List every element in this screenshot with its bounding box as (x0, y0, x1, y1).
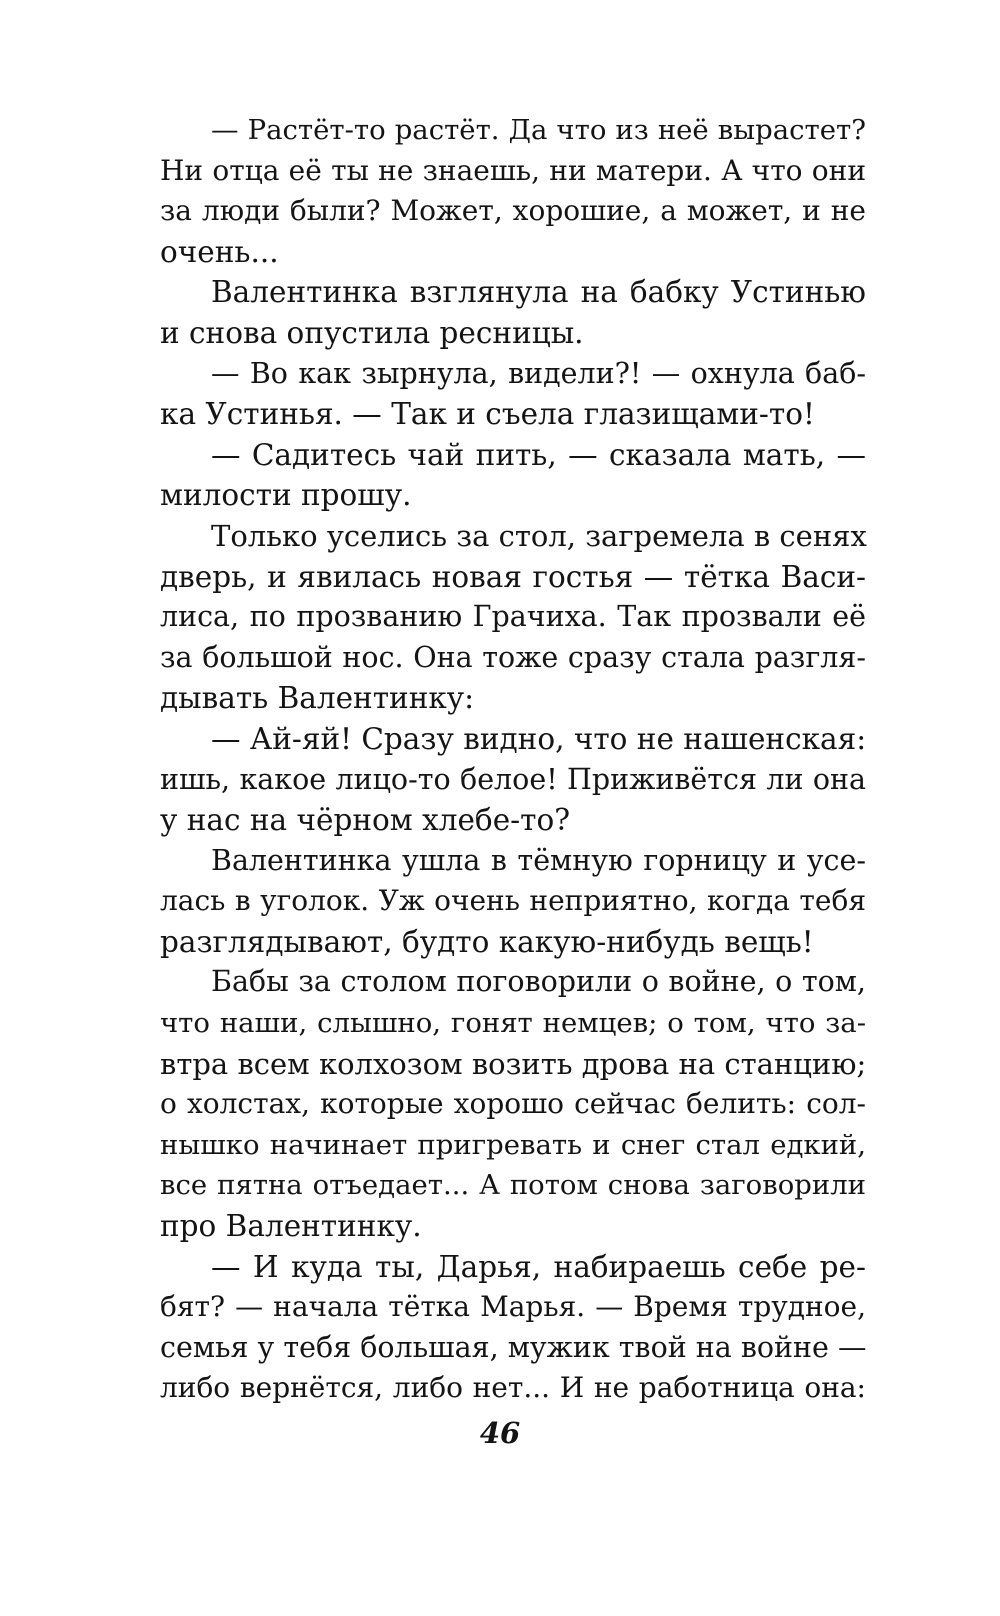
body-text (160, 110, 866, 1409)
text-line: — Растёт-то растёт. Да что из неё вырастет? (211, 114, 866, 146)
text-line: втра всем колхозом возить дрова на станцию; (160, 1046, 867, 1081)
text-line: — И куда ты, Дарья, набираешь себе ре- (211, 1249, 866, 1284)
text-line: у нас на чёрном хлебе-то? (160, 803, 571, 838)
text-line: Валентинка взглянула на бабку Устинью (211, 275, 866, 310)
text-line: либо вернётся, либо нет... И не работница она: (160, 1371, 866, 1405)
text-line: лась в уголок. Уж очень неприятно, когда тебя (160, 884, 866, 918)
text-line: дверь, и явилась новая гостья — тётка Васи- (160, 559, 866, 594)
text-line: за большой нос. Она тоже сразу стала разгля- (160, 640, 866, 674)
text-line: что наши, слышно, гонят немцев; о том, что за- (160, 1007, 866, 1040)
text-line: ка Устинья. — Так и съела глазищами-то! (160, 397, 815, 432)
text-line: бят? — начала тётка Марья. — Время трудное, (160, 1290, 866, 1324)
text-line: дывать Валентинку: (160, 681, 475, 716)
text-line: Бабы за столом поговорили о войне, о том, (211, 965, 866, 999)
text-line: Валентинка ушла в тёмную горницу и усе- (211, 843, 866, 877)
text-line: Ни отца её ты не знаешь, ни матери. А что они (160, 153, 866, 187)
text-line: очень... (160, 234, 279, 269)
text-line: про Валентинку. (160, 1209, 422, 1244)
text-line: Только уселись за стол, загремела в сенях (211, 518, 867, 553)
text-line: нышко начинает пригревать и снег стал едкий, (160, 1128, 866, 1161)
text-line: все пятна отъедает... А потом снова заговорили (160, 1169, 866, 1202)
text-line: разглядывают, будто какую-нибудь вещь! (160, 924, 814, 959)
text-line: и снова опустила ресницы. (160, 315, 584, 350)
text-line: ишь, какое лицо-то белое! Приживётся ли она (160, 762, 866, 796)
text-line: за люди были? Может, хорошие, а может, и не (160, 194, 866, 228)
text-line: милости прошу. (160, 478, 412, 513)
page-number: 46 (479, 1416, 521, 1450)
text-line: — Во как зырнула, видели?! — охнула баб- (211, 356, 866, 390)
text-line: — Садитесь чай пить, — сказала мать, — (211, 437, 866, 472)
text-line: лиса, по прозванию Грачиха. Так прозвали её (160, 600, 866, 634)
text-line: о холстах, которые хорошо сейчас белить: сол- (160, 1087, 866, 1121)
text-line: — Ай-яй! Сразу видно, что не нашенская: (211, 721, 867, 756)
text-line: семья у тебя большая, мужик твой на войне — (160, 1330, 867, 1364)
